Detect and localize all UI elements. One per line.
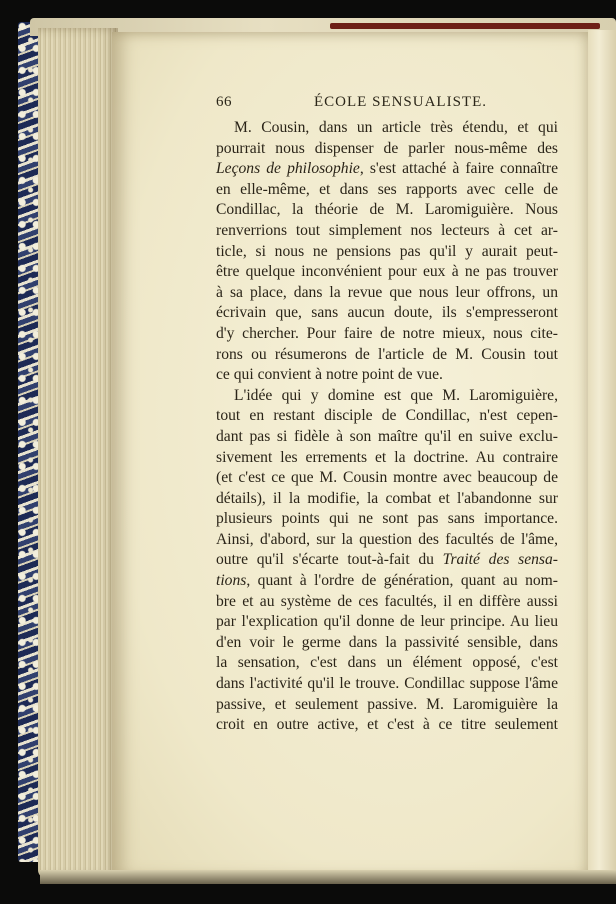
text-line-italic: Leçons de philosophie — [216, 160, 360, 178]
headband — [330, 23, 600, 29]
book-bottom-edge — [40, 870, 616, 884]
text-line: passive, et seulement passive. M. Laromiguière la — [216, 695, 558, 713]
text-line-rest: , quant à l'ordre de génération, quant au nom- — [246, 572, 558, 590]
text-line: plusieurs points qui ne sont pas sans importance. — [216, 510, 558, 528]
running-title: ÉCOLE SENSUALISTE. — [314, 94, 487, 110]
text-line — [216, 159, 558, 180]
page-edges — [38, 28, 118, 878]
text-line: ticle, si nous ne pensions pas qu'il y aurait peut- — [216, 242, 558, 260]
text-line: sivement les errements et la doctrine. Au contraire — [216, 448, 558, 466]
text-line: (et c'est ce que M. Cousin montre avec beaucoup de — [216, 469, 558, 487]
text-line: dant pas si fidèle à son maître qu'il en suive exclu- — [216, 427, 558, 445]
text-line: la sensation, c'est dans un élément opposé, c'est — [216, 654, 558, 672]
page-header — [216, 94, 558, 114]
text-line-rest: , s'est attaché à faire connaître — [359, 160, 559, 178]
text-line-italic: Traité des sensa- — [442, 551, 558, 569]
text-line: ce qui convient à notre point de vue. — [216, 366, 443, 384]
text-line: renverrions tout simplement nos lecteurs à cet ar- — [216, 221, 558, 239]
text-line: croit en outre active, et c'est à ce titre seulement — [216, 716, 558, 734]
text-line: dans l'activité qu'il le trouve. Condillac suppose l'âme — [216, 675, 558, 693]
text-line — [216, 571, 558, 592]
text-line: par l'explication qu'il donne de leur principe. Au lieu — [216, 613, 558, 631]
facing-page-edge — [588, 30, 616, 878]
text-line: L'idée qui y domine est que M. Laromiguière, — [234, 386, 558, 404]
body-text — [216, 118, 558, 736]
text-line: Ainsi, d'abord, sur la question des facultés de l'âme, — [216, 530, 558, 548]
text-line: M. Cousin, dans un article très étendu, et qui — [234, 119, 558, 136]
page-number: 66 — [216, 94, 232, 110]
text-line: tout en restant disciple de Condillac, n'est cepen- — [216, 407, 558, 425]
text-line: écrivain que, sans aucun doute, ils s'empresseront — [216, 304, 558, 322]
text-line: être quelque inconvénient pour eux à ne pas trouver — [216, 263, 558, 281]
text-line: pourrait nous dispenser de parler nous-même des — [216, 139, 558, 157]
text-line-italic: tions — [216, 572, 247, 590]
text-line-start: outre qu'il s'écarte tout-à-fait du — [216, 551, 443, 569]
text-line: bre et au système de ces facultés, il en diffère aussi — [216, 592, 558, 610]
text-line — [216, 550, 558, 571]
text-line: à sa place, dans la revue que nous leur offrons, un — [216, 283, 558, 301]
text-line: rons ou résumerons de l'article de M. Cousin tout — [216, 345, 558, 363]
text-line: d'y chercher. Pour faire de notre mieux, nous cite- — [216, 324, 558, 342]
text-line: détails), il la modifie, la combat et l'abandonne sur — [216, 489, 558, 507]
text-line: Condillac, la théorie de M. Laromiguière. Nous — [216, 201, 558, 219]
text-line: en elle-même, et dans ses rapports avec celle de — [216, 180, 558, 198]
text-line: d'en voir le germe dans la passivité sensible, dans — [216, 633, 558, 651]
